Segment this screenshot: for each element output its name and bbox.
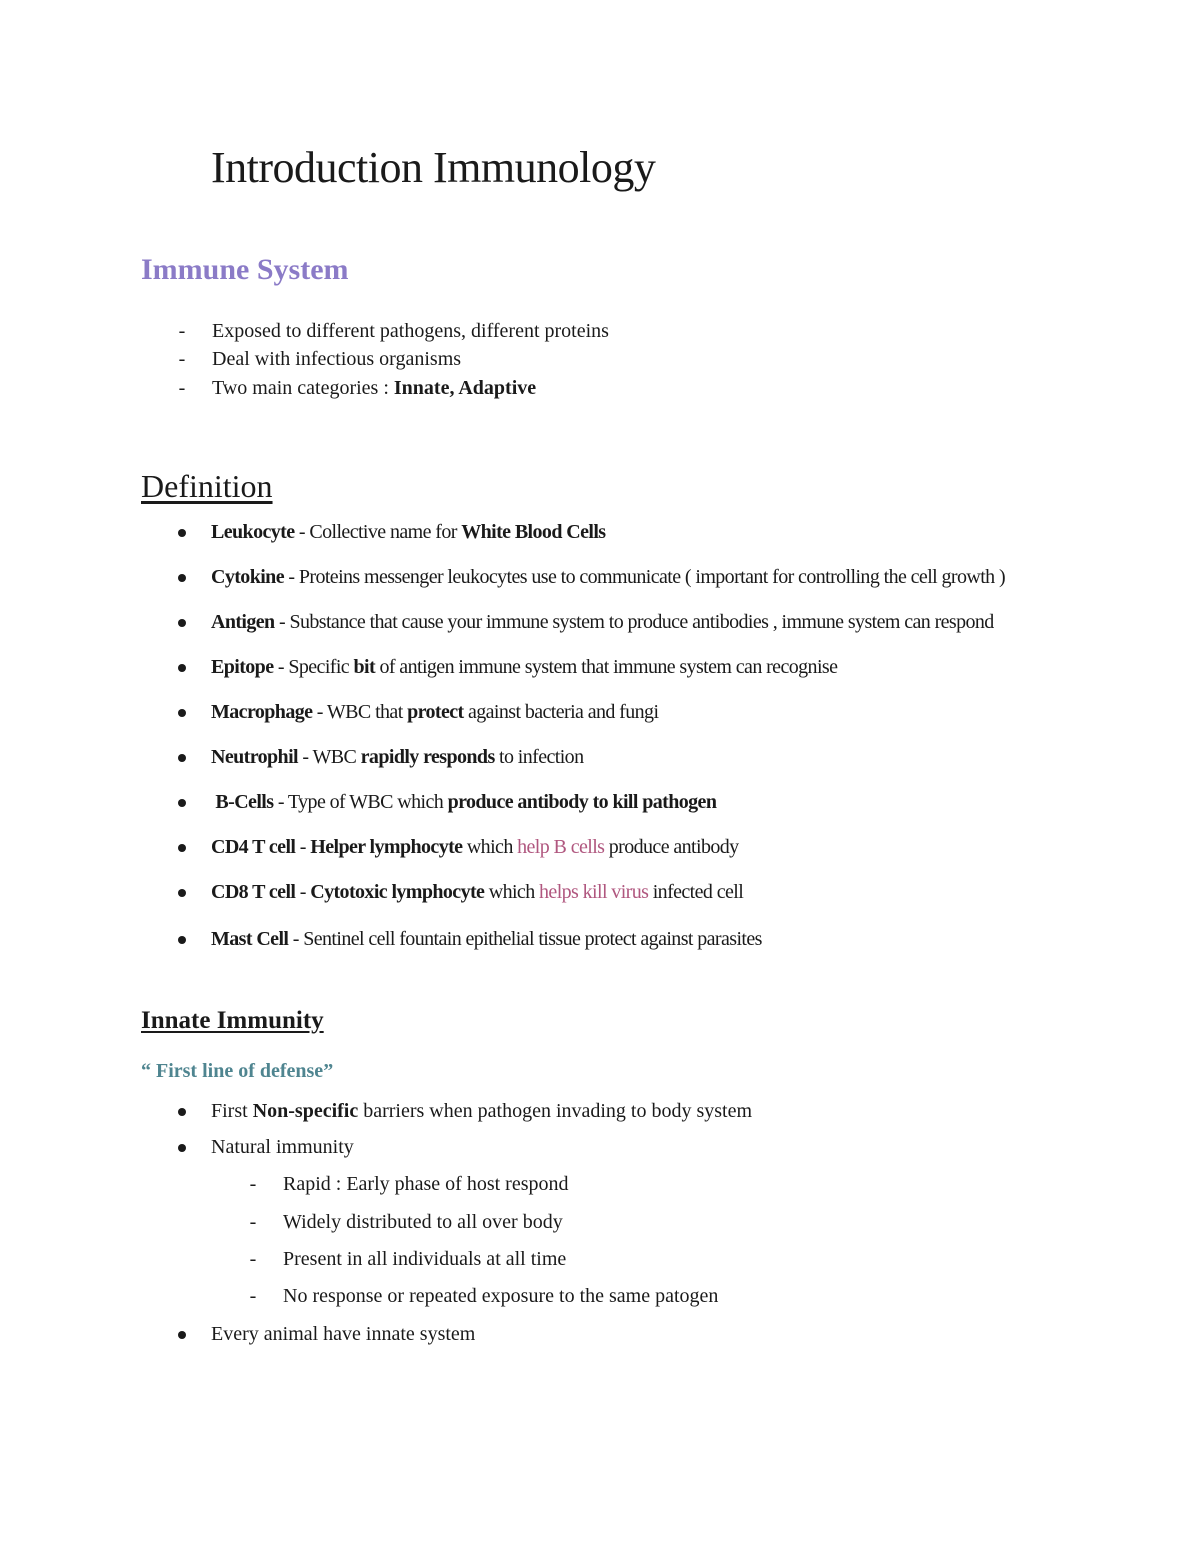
highlight-text: helps kill virus [539, 881, 649, 903]
text-run: which [462, 836, 518, 858]
definition-separator: - [274, 611, 290, 633]
bullet-icon [178, 1331, 186, 1339]
bullet-icon [178, 619, 186, 627]
list-item-text: Deal with infectious organisms [212, 348, 462, 370]
bullet-icon [178, 754, 186, 762]
text-run: produce antibody [604, 836, 739, 858]
definition-separator: - [297, 746, 313, 768]
list-item-bold: Innate, Adaptive [393, 377, 537, 399]
text-run: Sentinel cell fountain epithelial tissue protect against parasites [303, 928, 762, 950]
text-run: Specific [288, 656, 354, 678]
bold-text: Helper lymphocyte [310, 836, 463, 858]
definition-text [211, 699, 658, 725]
definition-separator: - [295, 881, 311, 903]
bold-text: Cytotoxic lymphocyte [310, 881, 485, 903]
bold-text: White Blood Cells [461, 521, 606, 543]
text-run: against bacteria and fungi [463, 701, 659, 723]
definition-separator: - [273, 656, 289, 678]
innate-item-text [211, 1134, 354, 1160]
definition-text [211, 654, 837, 680]
immune-system-heading: Immune System [141, 253, 349, 286]
innate-quote: “ First line of defense” [141, 1060, 334, 1082]
text-run: of antigen immune system that immune system can recognise [375, 656, 838, 678]
bullet-icon [178, 709, 186, 717]
text-run: Proteins messenger leukocytes use to communicate ( important for controlling the cell growth ) [298, 566, 1006, 588]
list-item-prefix: Two main categories : [212, 377, 394, 399]
bullet-icon [178, 1144, 186, 1152]
definition-separator: - [294, 521, 310, 543]
definition-term: Mast Cell [211, 928, 289, 950]
definition-separator: - [283, 566, 299, 588]
definition-term: Leukocyte [211, 521, 295, 543]
definition-text [211, 926, 762, 952]
bullet-icon [178, 889, 186, 897]
bold-text: protect [407, 701, 464, 723]
definition-term: Cytokine [211, 566, 284, 588]
page-title: Introduction Immunology [211, 143, 656, 192]
text-run: WBC [312, 746, 361, 768]
text-run: infected cell [648, 881, 744, 903]
dash-marker: - [249, 1173, 257, 1195]
innate-sub-item-text: Widely distributed to all over body [283, 1211, 563, 1233]
bold-text: rapidly responds [360, 746, 495, 768]
definition-separator: - [273, 791, 288, 813]
definition-text [211, 834, 739, 860]
dash-marker: - [178, 348, 186, 370]
bullet-icon [178, 844, 186, 852]
innate-item-text [211, 1098, 752, 1124]
text-run: Natural immunity [211, 1136, 354, 1158]
definition-term: Macrophage [211, 701, 313, 723]
definition-term: CD8 T cell [211, 881, 296, 903]
highlight-text: help B cells [517, 836, 605, 858]
definition-term: Epitope [211, 656, 274, 678]
text-run: to infection [494, 746, 584, 768]
bold-text: Non-specific [252, 1100, 359, 1122]
text-run: barriers when pathogen invading to body system [358, 1100, 753, 1122]
innate-item-text [211, 1321, 475, 1347]
dash-marker: - [178, 377, 186, 399]
definition-text [211, 609, 994, 635]
definition-term: B-Cells [211, 791, 274, 813]
definition-separator: - [312, 701, 327, 723]
dash-marker: - [249, 1211, 257, 1233]
innate-immunity-heading: Innate Immunity [141, 1007, 324, 1034]
bullet-icon [178, 936, 186, 944]
innate-sub-item-text: Rapid : Early phase of host respond [283, 1173, 569, 1195]
dash-marker: - [249, 1285, 257, 1307]
bullet-icon [178, 799, 186, 807]
text-run: WBC that [326, 701, 408, 723]
definition-text [211, 564, 1005, 590]
definition-text [211, 789, 716, 815]
definition-term: Antigen [211, 611, 275, 633]
text-run: Collective name for [309, 521, 462, 543]
definition-heading: Definition [141, 468, 273, 504]
text-run: Every animal have innate system [211, 1323, 476, 1345]
text-run: Substance that cause your immune system to produce antibodies , immune system can respond [289, 611, 994, 633]
text-run: First [211, 1100, 253, 1122]
innate-sub-item-text: No response or repeated exposure to the same patogen [283, 1285, 719, 1307]
dash-marker: - [178, 320, 186, 342]
bullet-icon [178, 664, 186, 672]
bold-text: bit [353, 656, 376, 678]
list-item-text [212, 375, 536, 401]
definition-text [211, 519, 605, 545]
bold-text: produce antibody to kill pathogen [447, 791, 717, 813]
text-run: Type of WBC which [287, 791, 448, 813]
definition-text [211, 744, 583, 770]
definition-separator: - [295, 836, 311, 858]
bullet-icon [178, 1108, 186, 1116]
definition-separator: - [288, 928, 304, 950]
innate-sub-item-text: Present in all individuals at all time [283, 1248, 567, 1270]
definition-term: CD4 T cell [211, 836, 296, 858]
bullet-icon [178, 529, 186, 537]
text-run: which [484, 881, 540, 903]
definition-term: Neutrophil [211, 746, 298, 768]
dash-marker: - [249, 1248, 257, 1270]
bullet-icon [178, 574, 186, 582]
definition-text [211, 879, 743, 905]
list-item-text: Exposed to different pathogens, different proteins [212, 320, 609, 342]
